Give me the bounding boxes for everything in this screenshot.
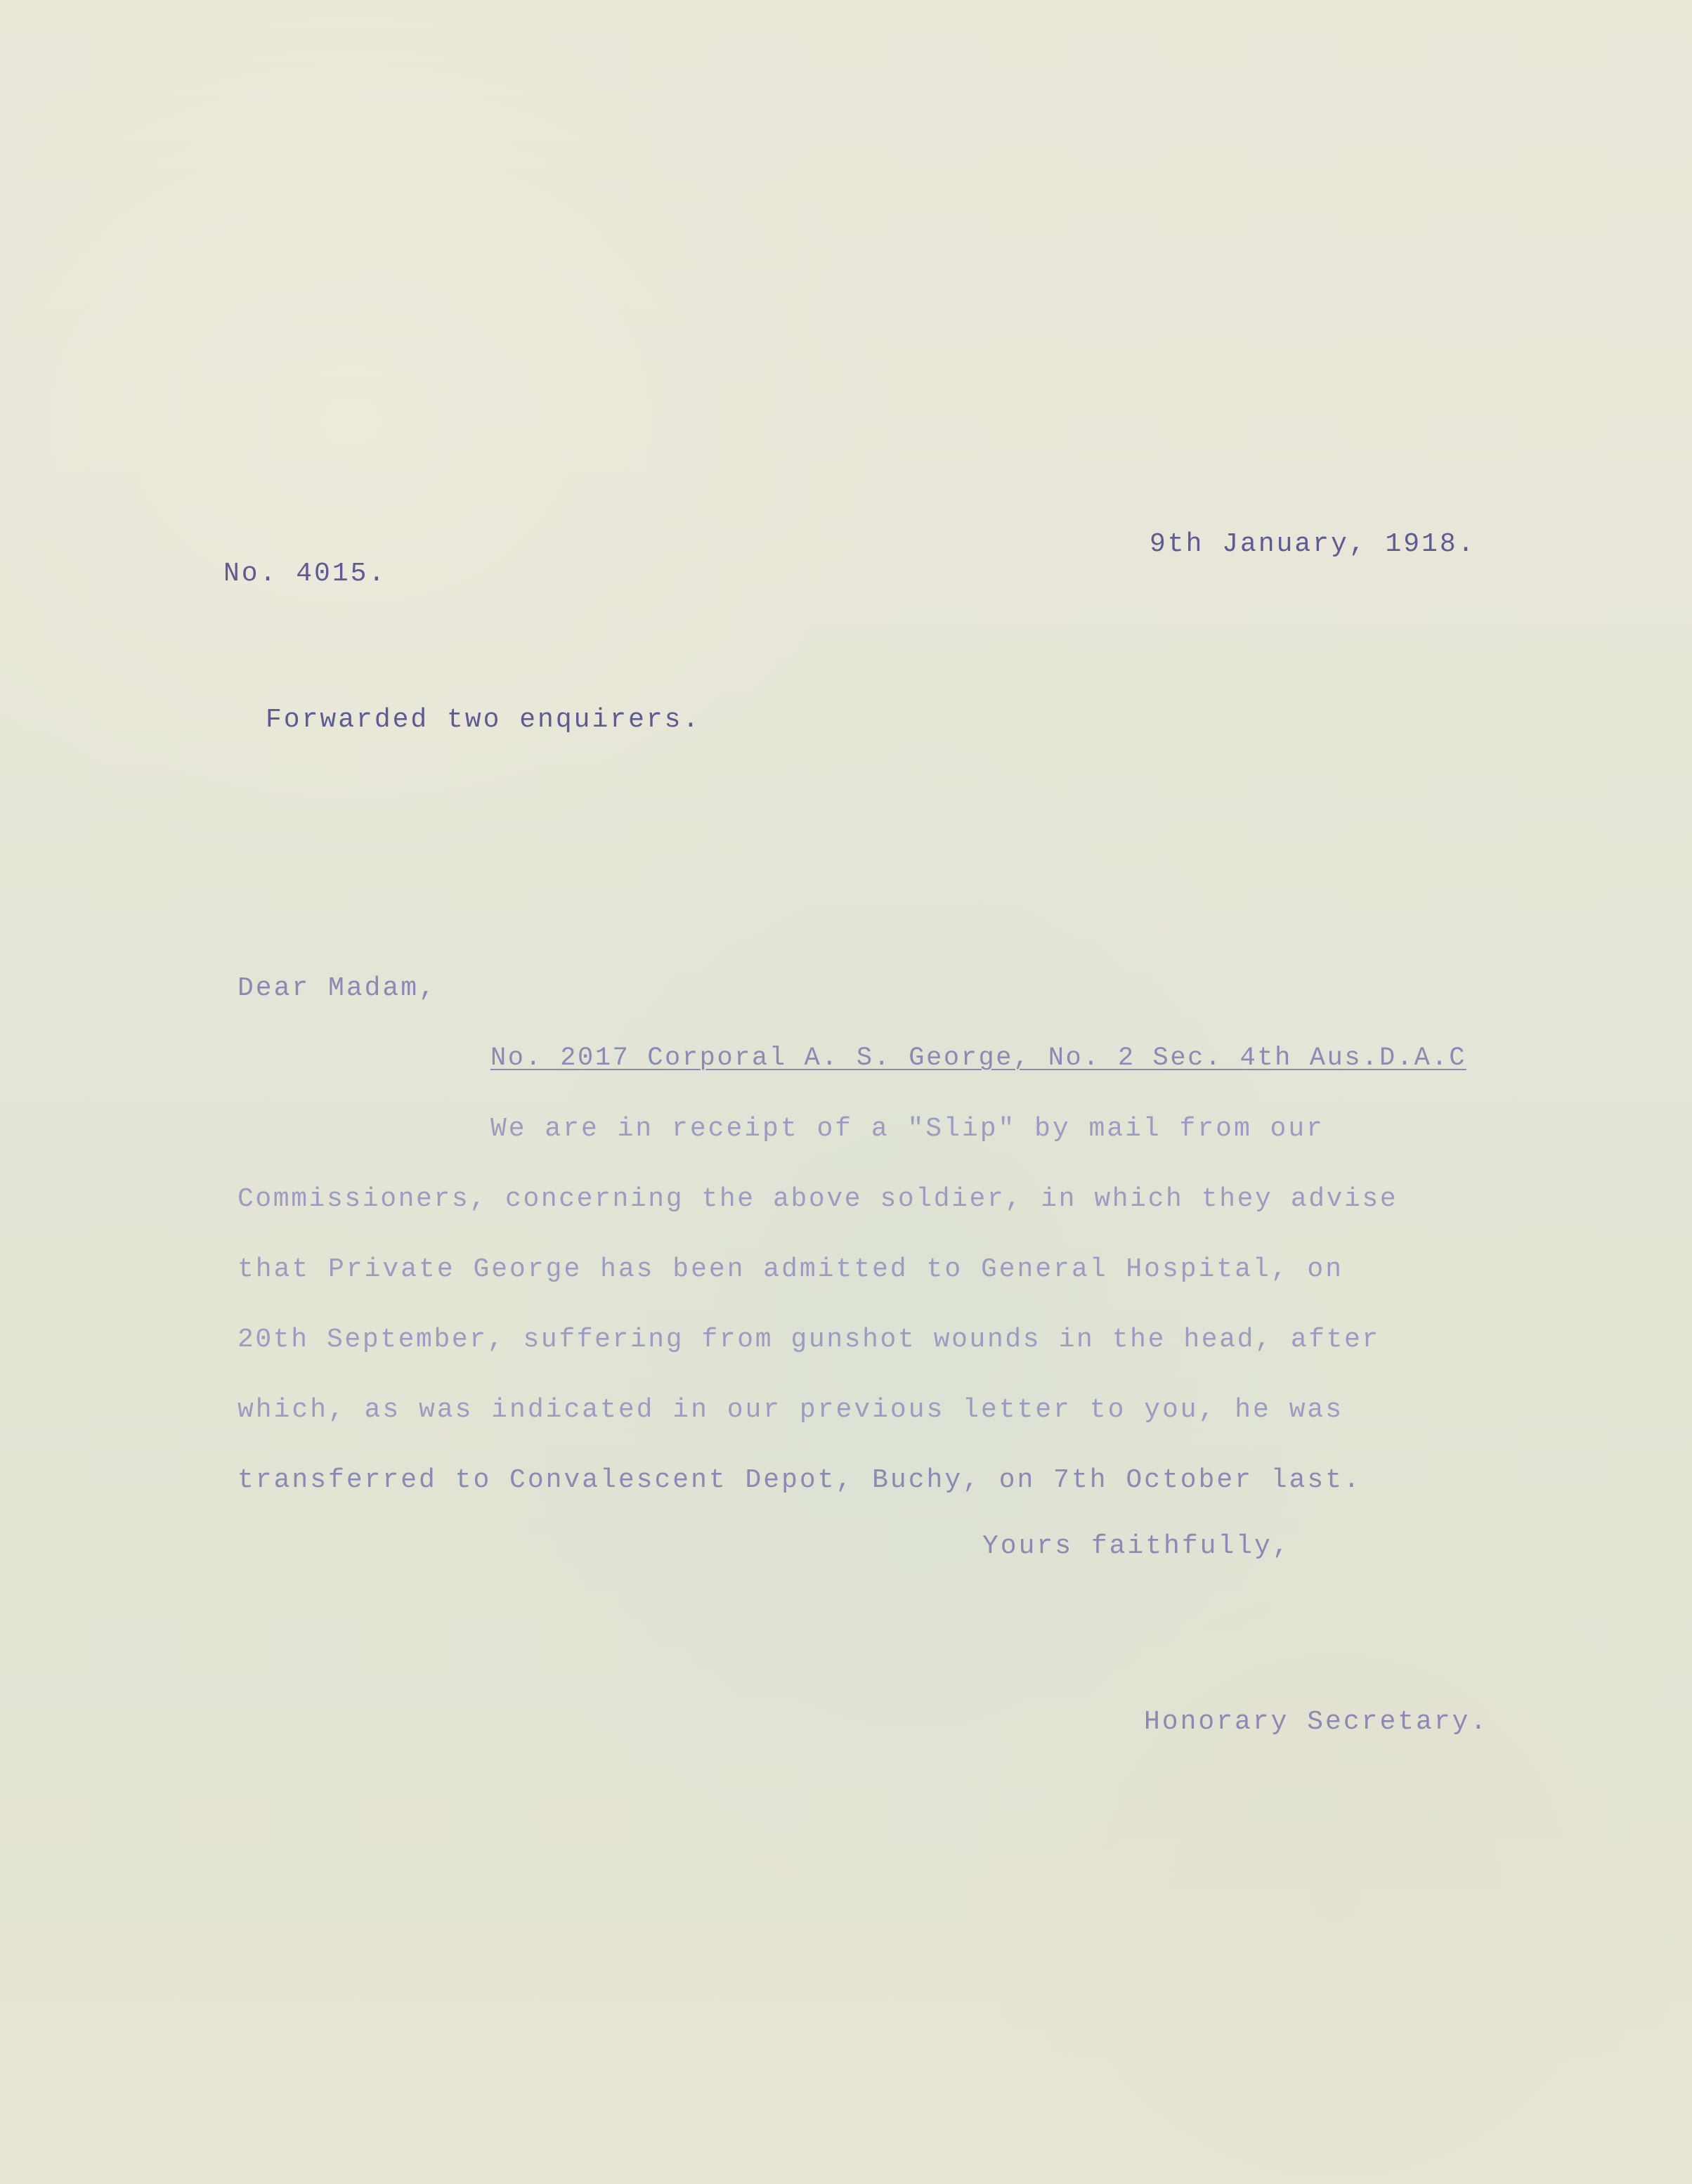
reference-number: No. 4015. <box>223 559 387 589</box>
forwarding-note: Forwarded two enquirers. <box>266 705 701 735</box>
subject-line: No. 2017 Corporal A. S. George, No. 2 Sec. 4th Aus.D.A.C <box>490 1044 1467 1073</box>
body-line: transferred to Convalescent Depot, Buchy, on 7th October last. <box>237 1465 1362 1495</box>
body-line: that Private George has been admitted to General Hospital, on <box>237 1254 1344 1285</box>
body-line: We are in receipt of a "Slip" by mail from our <box>490 1114 1325 1144</box>
closing: Yours faithfully, <box>982 1531 1291 1561</box>
letter-date: 9th January, 1918. <box>1150 529 1476 559</box>
body-line: 20th September, suffering from gunshot wounds in the head, after <box>237 1325 1380 1355</box>
body-line: Commissioners, concerning the above soldier, in which they advise <box>237 1184 1398 1214</box>
body-line: which, as was indicated in our previous letter to you, he was <box>237 1395 1344 1425</box>
signature-title: Honorary Secretary. <box>1144 1707 1489 1737</box>
salutation: Dear Madam, <box>237 973 437 1003</box>
